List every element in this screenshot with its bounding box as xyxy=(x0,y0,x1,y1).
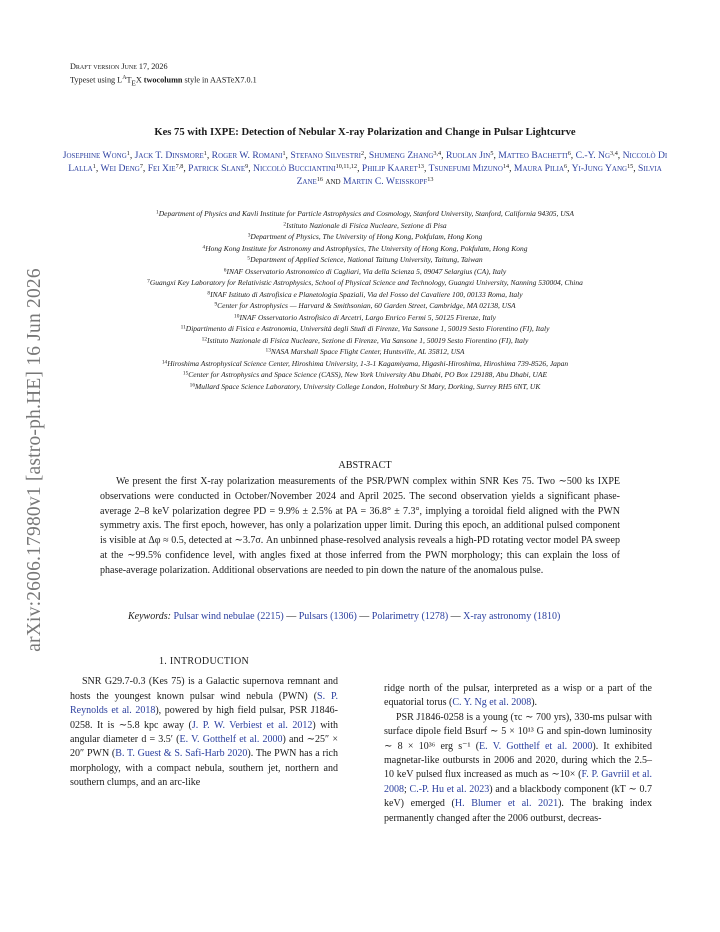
author-affiliation-mark: 16 xyxy=(316,175,323,183)
affiliation-item: $^3$Department of Physics, The University of Hong Kong, Pokfulam, Hong Kong xyxy=(247,232,483,241)
author-affiliation-mark: 1 xyxy=(282,150,286,157)
keyword-link[interactable]: Polarimetry (1278) xyxy=(371,611,449,622)
author-affiliation-mark: 3,4 xyxy=(433,150,442,157)
author-affiliation-mark: 15 xyxy=(627,162,634,170)
citation-link[interactable]: H. Blumer et al. 2021 xyxy=(454,798,559,810)
author-name[interactable]: Ruolan Jin xyxy=(445,150,491,161)
affiliation-item: $^{11}$Dipartimento di Fisica e Astronomia, Università degli Studi di Firenze, Via Sansone 1, 50019 Sesto Fiorentino (FI), Italy xyxy=(180,324,550,333)
affiliation-item: $^{15}$Center for Astrophysics and Space Science (CASS), New York University Abu Dhabi, PO Box 129188, Abu Dhabi, UAE xyxy=(182,370,548,379)
author-name[interactable]: Maura Pilia xyxy=(513,162,565,174)
keywords-label: Keywords: xyxy=(128,611,171,622)
affiliation-item: $^9$Center for Astrophysics — Harvard & Smithsonian, 60 Garden Street, Cambridge, MA 02138, USA xyxy=(214,301,516,310)
author-affiliation-mark: 6 xyxy=(564,162,568,170)
author-affiliation-mark: 6 xyxy=(567,150,571,157)
author-affiliation-mark: 5 xyxy=(490,150,494,157)
intro-paragraph-1: SNR G29.7-0.3 (Kes 75) is a Galactic supernova remnant and hosts the youngest known pulsar wind nebula (PWN) (S. P. Reynolds et al. 2018), powered by high field pulsar, PSR J1846-0258. It is ∼5.8 kpc away (J. P. W. Verbiest et al. 2012) with angular diameter d = 3.5′ (E. V. Gotthelf et al. 2000) and ∼25″ × 20″ PWN (B. T. Guest & S. Safi-Harb 2020). The PWN has a rich morphology, with a compact nebula, southern jet, northern and southern clumps, and an arc-like xyxy=(70,676,339,789)
author-affiliation-mark: 9 xyxy=(245,162,249,170)
author-name[interactable]: Matteo Bachetti xyxy=(498,150,568,161)
affiliation-item: $^{16}$Mullard Space Science Laboratory, University College London, Holmbury St Mary, Dorking, Surrey RH5 6NT, UK xyxy=(189,381,541,391)
author-affiliation-mark: 13 xyxy=(417,162,424,170)
citation-link[interactable]: C.-P. Hu et al. 2023 xyxy=(409,783,490,795)
affiliation-item: $^8$INAF Istituto di Astrofisica e Planetologia Spaziali, Via del Fosso del Cavaliere 100, 00133 Roma, Italy xyxy=(207,289,523,299)
citation-link[interactable]: S. P. Reynolds et al. 2018 xyxy=(70,690,338,717)
author-name[interactable]: Yi-Jung Yang xyxy=(571,162,628,174)
author-name[interactable]: Tsunefumi Mizuno xyxy=(428,162,503,174)
author-affiliation-mark: 1 xyxy=(92,162,96,170)
author-name[interactable]: Shumeng Zhang xyxy=(368,150,434,161)
author-name[interactable]: Philip Kaaret xyxy=(361,162,418,174)
affiliation-item: $^6$INAF Osservatorio Astronomico di Cagliari, Via della Scienza 5, 09047 Selargius (CA), Italy xyxy=(223,266,507,276)
author-name[interactable]: Niccolò Di Lalla xyxy=(68,150,668,174)
affiliation-item: $^{13}$NASA Marshall Space Flight Center, Huntsville, AL 35812, USA xyxy=(265,347,465,356)
authors-and: and xyxy=(323,175,343,187)
affiliation-item: $^7$Guangxi Key Laboratory for Relativistic Astrophysics, School of Physical Science and Technology, Guangxi University, Nanning 530004, China xyxy=(147,278,583,287)
author-name[interactable]: Niccolò Bucciantini xyxy=(253,162,336,174)
citation-link[interactable]: E. V. Gotthelf et al. 2000 xyxy=(179,734,283,746)
keyword-link[interactable]: X-ray astronomy (1810) xyxy=(463,611,561,622)
author-name[interactable]: Stefano Silvestri xyxy=(290,150,361,161)
citation-link[interactable]: B. T. Guest & S. Safi-Harb 2020 xyxy=(115,748,248,760)
author-affiliation-mark: 7,8 xyxy=(175,162,184,170)
keywords-items: Pulsar wind nebulae (2215) — Pulsars (1306) — Polarimetry (1278) — X-ray astronomy (1810) xyxy=(173,611,561,622)
draft-version: Draft version June 17, 2026 xyxy=(70,62,168,71)
citation-link[interactable]: F. P. Gavriil et al. 2008 xyxy=(384,769,652,795)
author-affiliation-mark: 14 xyxy=(502,162,510,170)
author-name[interactable]: C.-Y. Ng xyxy=(575,150,611,161)
abstract-heading: ABSTRACT xyxy=(338,460,392,471)
abstract-text: We present the first X-ray polarization measurements of the PSR/PWN complex within SNR Kes 75. Two ∼500 ks IXPE observations were conducted in October/November 2024 and April 2025. The second observation yields a significant phase-average 2–8 keV polarization degree PD = 9.9% ± 2.5% at PA = 36.8° ± 7.3°, implying a toroidal field aligned with the PWN symmetry axis. The first epoch, however, has only a polarization upper limit. During this epoch, an additional pulsed component is visible at Δφ ≈ 0.5, detected at ∼3.7σ. An unbinned phase-resolved analysis reveals a high-PD rotating vector model PA sweep at the ∼99.5% confidence level, with angles fixed at those inferred from the PWN morphology; this can explain the loss of phase-average polarization. Additional observations are needed to pin down the nature of the anomalous pulse. xyxy=(100,476,620,576)
author-name[interactable]: Roger W. Romani xyxy=(211,150,283,161)
intro-paragraph-1-continued: ridge north of the pulsar, interpreted as a wisp or a part of the equatorial torus (C. Y. Ng et al. 2008). xyxy=(384,683,652,709)
arxiv-identifier[interactable]: arXiv:2606.17980v1 [astro-ph.HE] 16 Jun 2026 xyxy=(24,268,45,652)
typeset-line: Typeset using $L^AT_EX$ twocolumn style in AASTeX7.0.1 xyxy=(70,74,257,87)
author-affiliation-mark: 10,11,12 xyxy=(335,162,358,170)
affiliation-item: $^5$Department of Applied Science, National Taitung University, Taitung, Taiwan xyxy=(247,255,483,264)
citation-link[interactable]: E. V. Gotthelf et al. 2000 xyxy=(479,740,593,752)
affiliation-item: $^2$Istituto Nazionale di Fisica Nucleare, Sezione di Pisa xyxy=(283,220,447,230)
citation-link[interactable]: J. P. W. Verbiest et al. 2012 xyxy=(191,719,313,731)
column-left xyxy=(70,655,338,791)
author-name[interactable]: Josephine Wong xyxy=(62,150,127,161)
author-affiliation-mark: 13 xyxy=(427,175,434,183)
author-name[interactable]: Fei Xie xyxy=(147,162,176,174)
author-name[interactable]: Patrick Slane xyxy=(188,162,246,174)
keyword-link[interactable]: Pulsars (1306) xyxy=(298,611,357,622)
paper-title: Kes 75 with IXPE: Detection of Nebular X-ray Polarization and Change in Pulsar Lightcurve xyxy=(154,127,576,138)
affiliation-item: $^1$Department of Physics and Kavli Institute for Particle Astrophysics and Cosmology, Stanford University, Stanford, California 94305, USA xyxy=(156,209,574,218)
author-affiliation-mark: 1 xyxy=(203,150,207,157)
keywords-block xyxy=(128,610,646,624)
author-name[interactable]: Jack T. Dinsmore xyxy=(134,150,204,161)
author-list: Josephine Wong$^1$, Jack T. Dinsmore$^1$, Roger W. Romani$^1$, Stefano Silvestri$^2$, Shumeng Zhang$^{3,4}$, Ruolan Jin$^5$, Matteo Bachetti$^6$, C.-Y. Ng$^{3,4}$, Niccolò Di Lalla$^1$, Wei Deng$^7$, Fei Xie$^{7,8}$, Patrick Slane$^9$, Niccolò Bucciantini$^{10,11,12}$, Philip Kaaret$^{13}$, Tsunefumi Mizuno$^{14}$, Maura Pilia$^6$, Yi-Jung Yang$^{15}$, Silvia Zane$^{16}$ and Martin C. Weisskopf$^{13}$ xyxy=(62,150,668,187)
author-name[interactable]: Martin C. Weisskopf xyxy=(342,175,428,187)
affiliation-item: $^4$Hong Kong Institute for Astronomy and Astrophysics, The University of Hong Kong, Pokfulam, Hong Kong xyxy=(202,243,528,253)
affiliation-item: $^{10}$INAF Osservatorio Astrofisico di Arcetri, Largo Enrico Fermi 5, 50125 Firenze, Italy xyxy=(234,312,496,322)
author-affiliation-mark: 7 xyxy=(139,162,143,170)
author-name[interactable]: Silvia Zane xyxy=(296,162,662,187)
author-affiliation-mark: 2 xyxy=(360,150,365,157)
author-affiliation-mark: 1 xyxy=(126,150,130,157)
author-affiliation-mark: 3,4 xyxy=(610,150,618,157)
intro-paragraph-2: PSR J1846-0258 is a young (τc ∼ 700 yrs), 330-ms pulsar with surface dipole field Bsurf ∼ 5 × 10¹³ G and spin-down luminosity ∼ 8 × 10³⁶ erg s⁻¹ (E. V. Gotthelf et al. 2000). It exhibited magnetar-like outbursts in 2006 and 2020, during which the 2.5–10 keV pulsed flux increased as much as ∼10× (F. P. Gavriil et al. 2008; C.-P. Hu et al. 2023) and a blackbody component (kT ∼ 0.7 keV) emerged (H. Blumer et al. 2021). The braking index permanently changed after the 2006 outburst, decreas- xyxy=(384,711,653,824)
column-right xyxy=(384,682,652,826)
keyword-link[interactable]: Pulsar wind nebulae (2215) xyxy=(173,611,284,622)
affiliation-list xyxy=(40,208,690,392)
section-heading-introduction: 1. INTRODUCTION xyxy=(158,656,250,667)
author-name[interactable]: Wei Deng xyxy=(100,162,140,174)
affiliation-item: $^{14}$Hiroshima Astrophysical Science Center, Hiroshima University, 1-3-1 Kagamiyama, Higashi-Hiroshima, Hiroshima 739-8526, Japan xyxy=(161,358,569,368)
affiliation-item: $^{12}$Istituto Nazionale di Fisica Nucleare, Sezione di Firenze, Via Sansone 1, 50019 Sesto Fiorentino (FI), Italy xyxy=(201,335,529,345)
citation-link[interactable]: C. Y. Ng et al. 2008 xyxy=(452,697,532,709)
preprint-header xyxy=(70,62,257,88)
